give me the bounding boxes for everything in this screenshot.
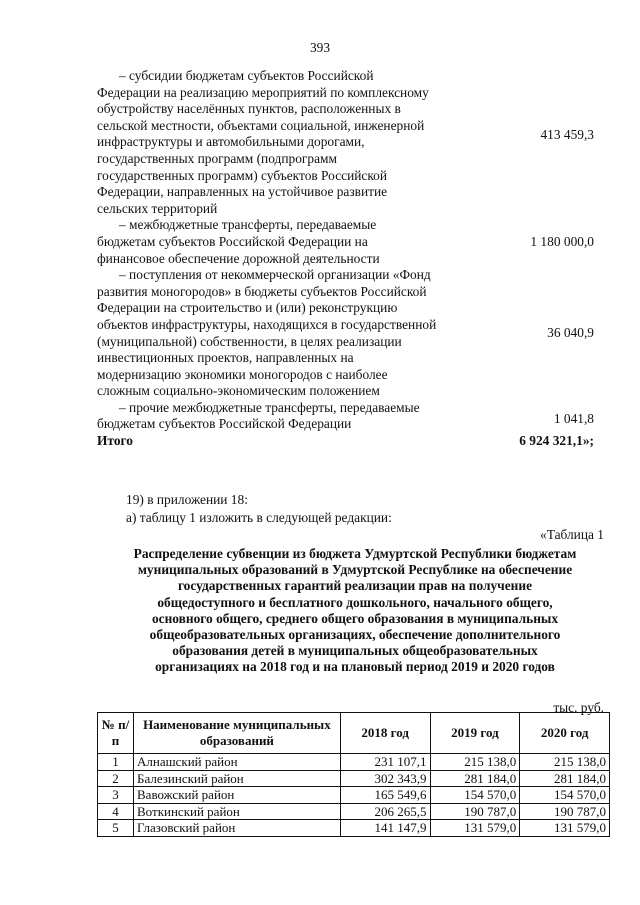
entry-line: финансовое обеспечение дорожной деятельности bbox=[97, 250, 380, 266]
table-row bbox=[98, 787, 610, 804]
entry-line: инвестиционных проектов, направленных на bbox=[97, 350, 354, 366]
row-2020: 281 184,0 bbox=[520, 770, 610, 787]
amendment-subitem: а) таблицу 1 изложить в следующей редакции: bbox=[126, 510, 392, 525]
entry-line: бюджетам субъектов Российской Федерации на bbox=[97, 233, 368, 249]
table-heading bbox=[95, 546, 615, 676]
row-name: Вавожский район bbox=[134, 787, 341, 804]
entry-amount: 36 040,9 bbox=[547, 325, 594, 341]
row-name: Алнашский район bbox=[134, 754, 341, 771]
entry-line: модернизацию экономики моногородов с наиболее bbox=[97, 366, 388, 382]
row-2019: 190 787,0 bbox=[430, 803, 520, 820]
heading-line: общеобразовательных организациях, обеспечение дополнительного bbox=[149, 627, 561, 643]
total-amount: 6 924 321,1»; bbox=[519, 433, 594, 449]
row-2019: 154 570,0 bbox=[430, 787, 520, 804]
table-header-row bbox=[98, 713, 610, 754]
total-label: Итого bbox=[97, 433, 133, 449]
row-2018: 231 107,1 bbox=[340, 754, 430, 771]
entry-line: сельских территорий bbox=[97, 200, 218, 216]
amendment-item: 19) в приложении 18: bbox=[126, 492, 248, 507]
row-2018: 141 147,9 bbox=[340, 820, 430, 837]
row-2019: 281 184,0 bbox=[430, 770, 520, 787]
heading-line: государственных гарантий реализации прав на получение bbox=[177, 578, 533, 594]
table-row bbox=[98, 820, 610, 837]
budget-entry bbox=[97, 217, 610, 267]
col-header-2019: 2019 год bbox=[430, 713, 520, 754]
row-2020: 215 138,0 bbox=[520, 754, 610, 771]
entry-line: (муниципальной) собственности, в целях реализации bbox=[97, 333, 402, 349]
col-header-number: № п/п bbox=[98, 713, 134, 754]
budget-entry bbox=[97, 68, 610, 217]
heading-line: основного общего, среднего общего образования в муниципальных bbox=[151, 610, 559, 626]
col-header-2020: 2020 год bbox=[520, 713, 610, 754]
total-row bbox=[97, 433, 610, 450]
row-2019: 215 138,0 bbox=[430, 754, 520, 771]
row-2018: 165 549,6 bbox=[340, 787, 430, 804]
entry-text bbox=[97, 400, 477, 433]
table-label: «Таблица 1 bbox=[540, 527, 604, 542]
row-2020: 131 579,0 bbox=[520, 820, 610, 837]
entry-amount: 413 459,3 bbox=[540, 126, 594, 142]
budget-entry bbox=[97, 400, 610, 433]
row-2018: 302 343,9 bbox=[340, 770, 430, 787]
entry-text bbox=[97, 68, 477, 217]
entry-line: – межбюджетные трансферты, передаваемые bbox=[119, 217, 377, 233]
entry-amount: 1 180 000,0 bbox=[530, 233, 594, 249]
heading-line: муниципальных образований в Удмуртской Республике на обеспечение bbox=[137, 562, 573, 578]
row-name: Балезинский район bbox=[134, 770, 341, 787]
entry-text bbox=[97, 267, 477, 400]
heading-line: организациях на 2018 год и на плановый период 2019 и 2020 годов bbox=[155, 659, 555, 675]
entry-line: Федерации, направленных на устойчивое развитие bbox=[97, 184, 388, 200]
row-2020: 190 787,0 bbox=[520, 803, 610, 820]
entry-line: сельской местности, объектами социальной, инженерной bbox=[97, 117, 425, 133]
entry-line: Федерации на строительство и (или) реконструкцию bbox=[97, 300, 398, 316]
row-number: 4 bbox=[98, 803, 134, 820]
budget-entries bbox=[97, 68, 610, 450]
entry-line: государственных программ) субъектов Российской bbox=[97, 167, 388, 183]
entry-line: – субсидии бюджетам субъектов Российской bbox=[119, 68, 374, 83]
heading-line: Распределение субвенции из бюджета Удмуртской Республики бюджетам bbox=[133, 546, 577, 561]
heading-line: образования детей в муниципальных общеобразовательных bbox=[172, 643, 538, 659]
col-header-name: Наименование муниципальных образований bbox=[134, 713, 341, 754]
entry-line: государственных программ (подпрограмм bbox=[97, 150, 337, 166]
page-number: 393 bbox=[309, 40, 331, 55]
table-row bbox=[98, 754, 610, 771]
row-number: 3 bbox=[98, 787, 134, 804]
budget-entry bbox=[97, 267, 610, 400]
row-number: 1 bbox=[98, 754, 134, 771]
entry-line: объектов инфраструктуры, находящихся в государственной bbox=[97, 316, 437, 332]
entry-line: обустройству населённых пунктов, расположенных в bbox=[97, 101, 401, 117]
entry-line: сложным социально-экономическим положением bbox=[97, 383, 380, 399]
row-number: 5 bbox=[98, 820, 134, 837]
col-header-2018: 2018 год bbox=[340, 713, 430, 754]
row-number: 2 bbox=[98, 770, 134, 787]
entry-line: Федерации на реализацию мероприятий по комплексному bbox=[97, 84, 429, 100]
subvention-table bbox=[97, 712, 610, 837]
entry-line: бюджетам субъектов Российской Федерации bbox=[97, 416, 352, 432]
entry-line: – поступления от некоммерческой организации «Фонд bbox=[119, 267, 431, 283]
row-name: Воткинский район bbox=[134, 803, 341, 820]
row-2020: 154 570,0 bbox=[520, 787, 610, 804]
row-name: Глазовский район bbox=[134, 820, 341, 837]
entry-amount: 1 041,8 bbox=[553, 411, 594, 427]
table-row bbox=[98, 803, 610, 820]
entry-text bbox=[97, 217, 477, 267]
table-row bbox=[98, 770, 610, 787]
row-2019: 131 579,0 bbox=[430, 820, 520, 837]
entry-line: – прочие межбюджетные трансферты, передаваемые bbox=[119, 399, 420, 415]
entry-line: инфраструктуры и автомобильными дорогами, bbox=[97, 134, 365, 150]
unit-label: тыс. руб. bbox=[553, 700, 604, 715]
row-2018: 206 265,5 bbox=[340, 803, 430, 820]
entry-line: развития моногородов» в бюджеты субъектов Российской bbox=[97, 283, 427, 299]
heading-line: общедоступного и бесплатного дошкольного, начального общего, bbox=[157, 594, 553, 610]
